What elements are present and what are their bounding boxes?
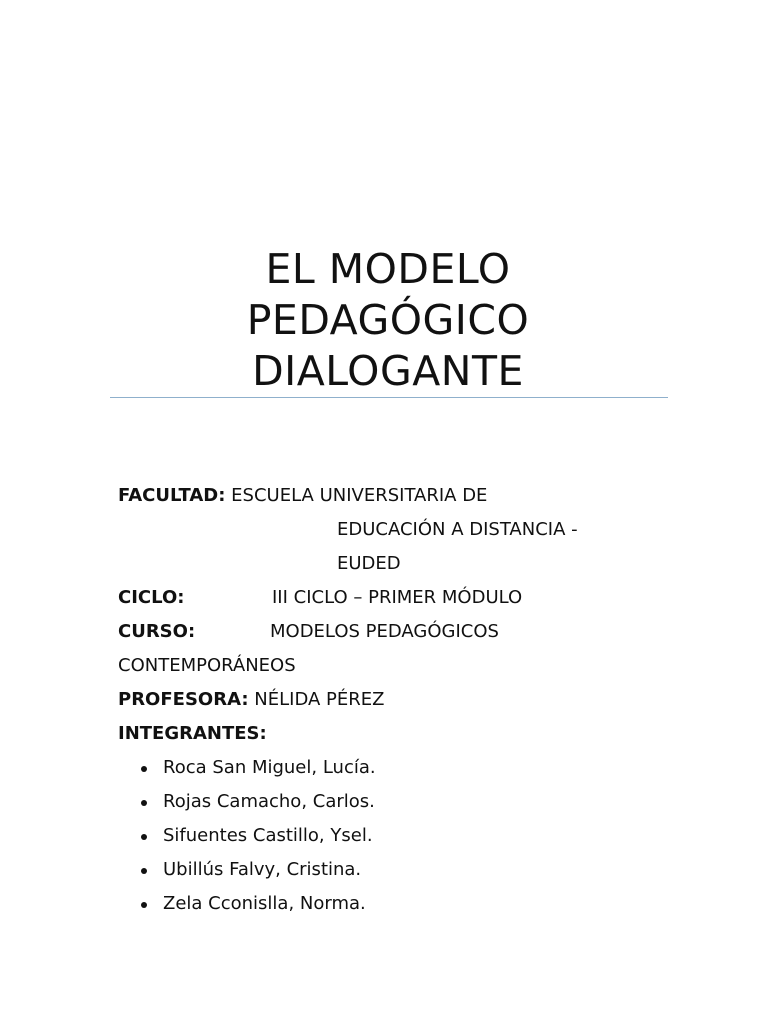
document-title <box>0 244 768 397</box>
curso-value-cont: CONTEMPORÁNEOS <box>118 655 296 676</box>
list-item <box>118 853 678 887</box>
curso-label: CURSO: <box>118 621 196 642</box>
bullet-icon <box>141 902 147 908</box>
title-line-3: DIALOGANTE <box>252 347 524 395</box>
member-name: Zela Cconislla, Norma. <box>163 893 366 914</box>
facultad-label: FACULTAD: <box>118 485 226 506</box>
member-name: Roca San Miguel, Lucía. <box>163 757 376 778</box>
member-name: Rojas Camacho, Carlos. <box>163 791 375 812</box>
member-name: Ubillús Falvy, Cristina. <box>163 859 362 880</box>
list-item <box>118 751 678 785</box>
ciclo-row <box>118 581 678 615</box>
curso-row-cont <box>118 649 678 683</box>
ciclo-value: III CICLO – PRIMER MÓDULO <box>272 587 523 608</box>
curso-value: MODELOS PEDAGÓGICOS <box>270 621 499 642</box>
bullet-icon <box>141 834 147 840</box>
facultad-value-cont: EUDED <box>337 553 401 574</box>
bullet-icon <box>141 766 147 772</box>
facultad-value-cont: EDUCACIÓN A DISTANCIA - <box>337 519 578 540</box>
curso-row <box>118 615 678 649</box>
facultad-row-cont-1 <box>118 513 678 547</box>
list-item <box>118 887 678 921</box>
course-info <box>118 479 678 921</box>
integrantes-label: INTEGRANTES: <box>118 723 267 744</box>
title-line-2: PEDAGÓGICO <box>246 296 530 344</box>
bullet-icon <box>141 868 147 874</box>
facultad-row-cont-2 <box>118 547 678 581</box>
ciclo-label: CICLO: <box>118 587 185 608</box>
member-name: Sifuentes Castillo, Ysel. <box>163 825 373 846</box>
members-list <box>118 751 678 921</box>
profesora-label: PROFESORA: <box>118 689 249 710</box>
list-item <box>118 819 678 853</box>
title-divider <box>110 397 668 398</box>
list-item <box>118 785 678 819</box>
profesora-value: NÉLIDA PÉREZ <box>254 689 385 710</box>
profesora-row <box>118 683 678 717</box>
bullet-icon <box>141 800 147 806</box>
title-line-1: EL MODELO <box>265 245 511 293</box>
facultad-row <box>118 479 678 513</box>
integrantes-row <box>118 717 678 751</box>
facultad-value: ESCUELA UNIVERSITARIA DE <box>231 485 488 506</box>
